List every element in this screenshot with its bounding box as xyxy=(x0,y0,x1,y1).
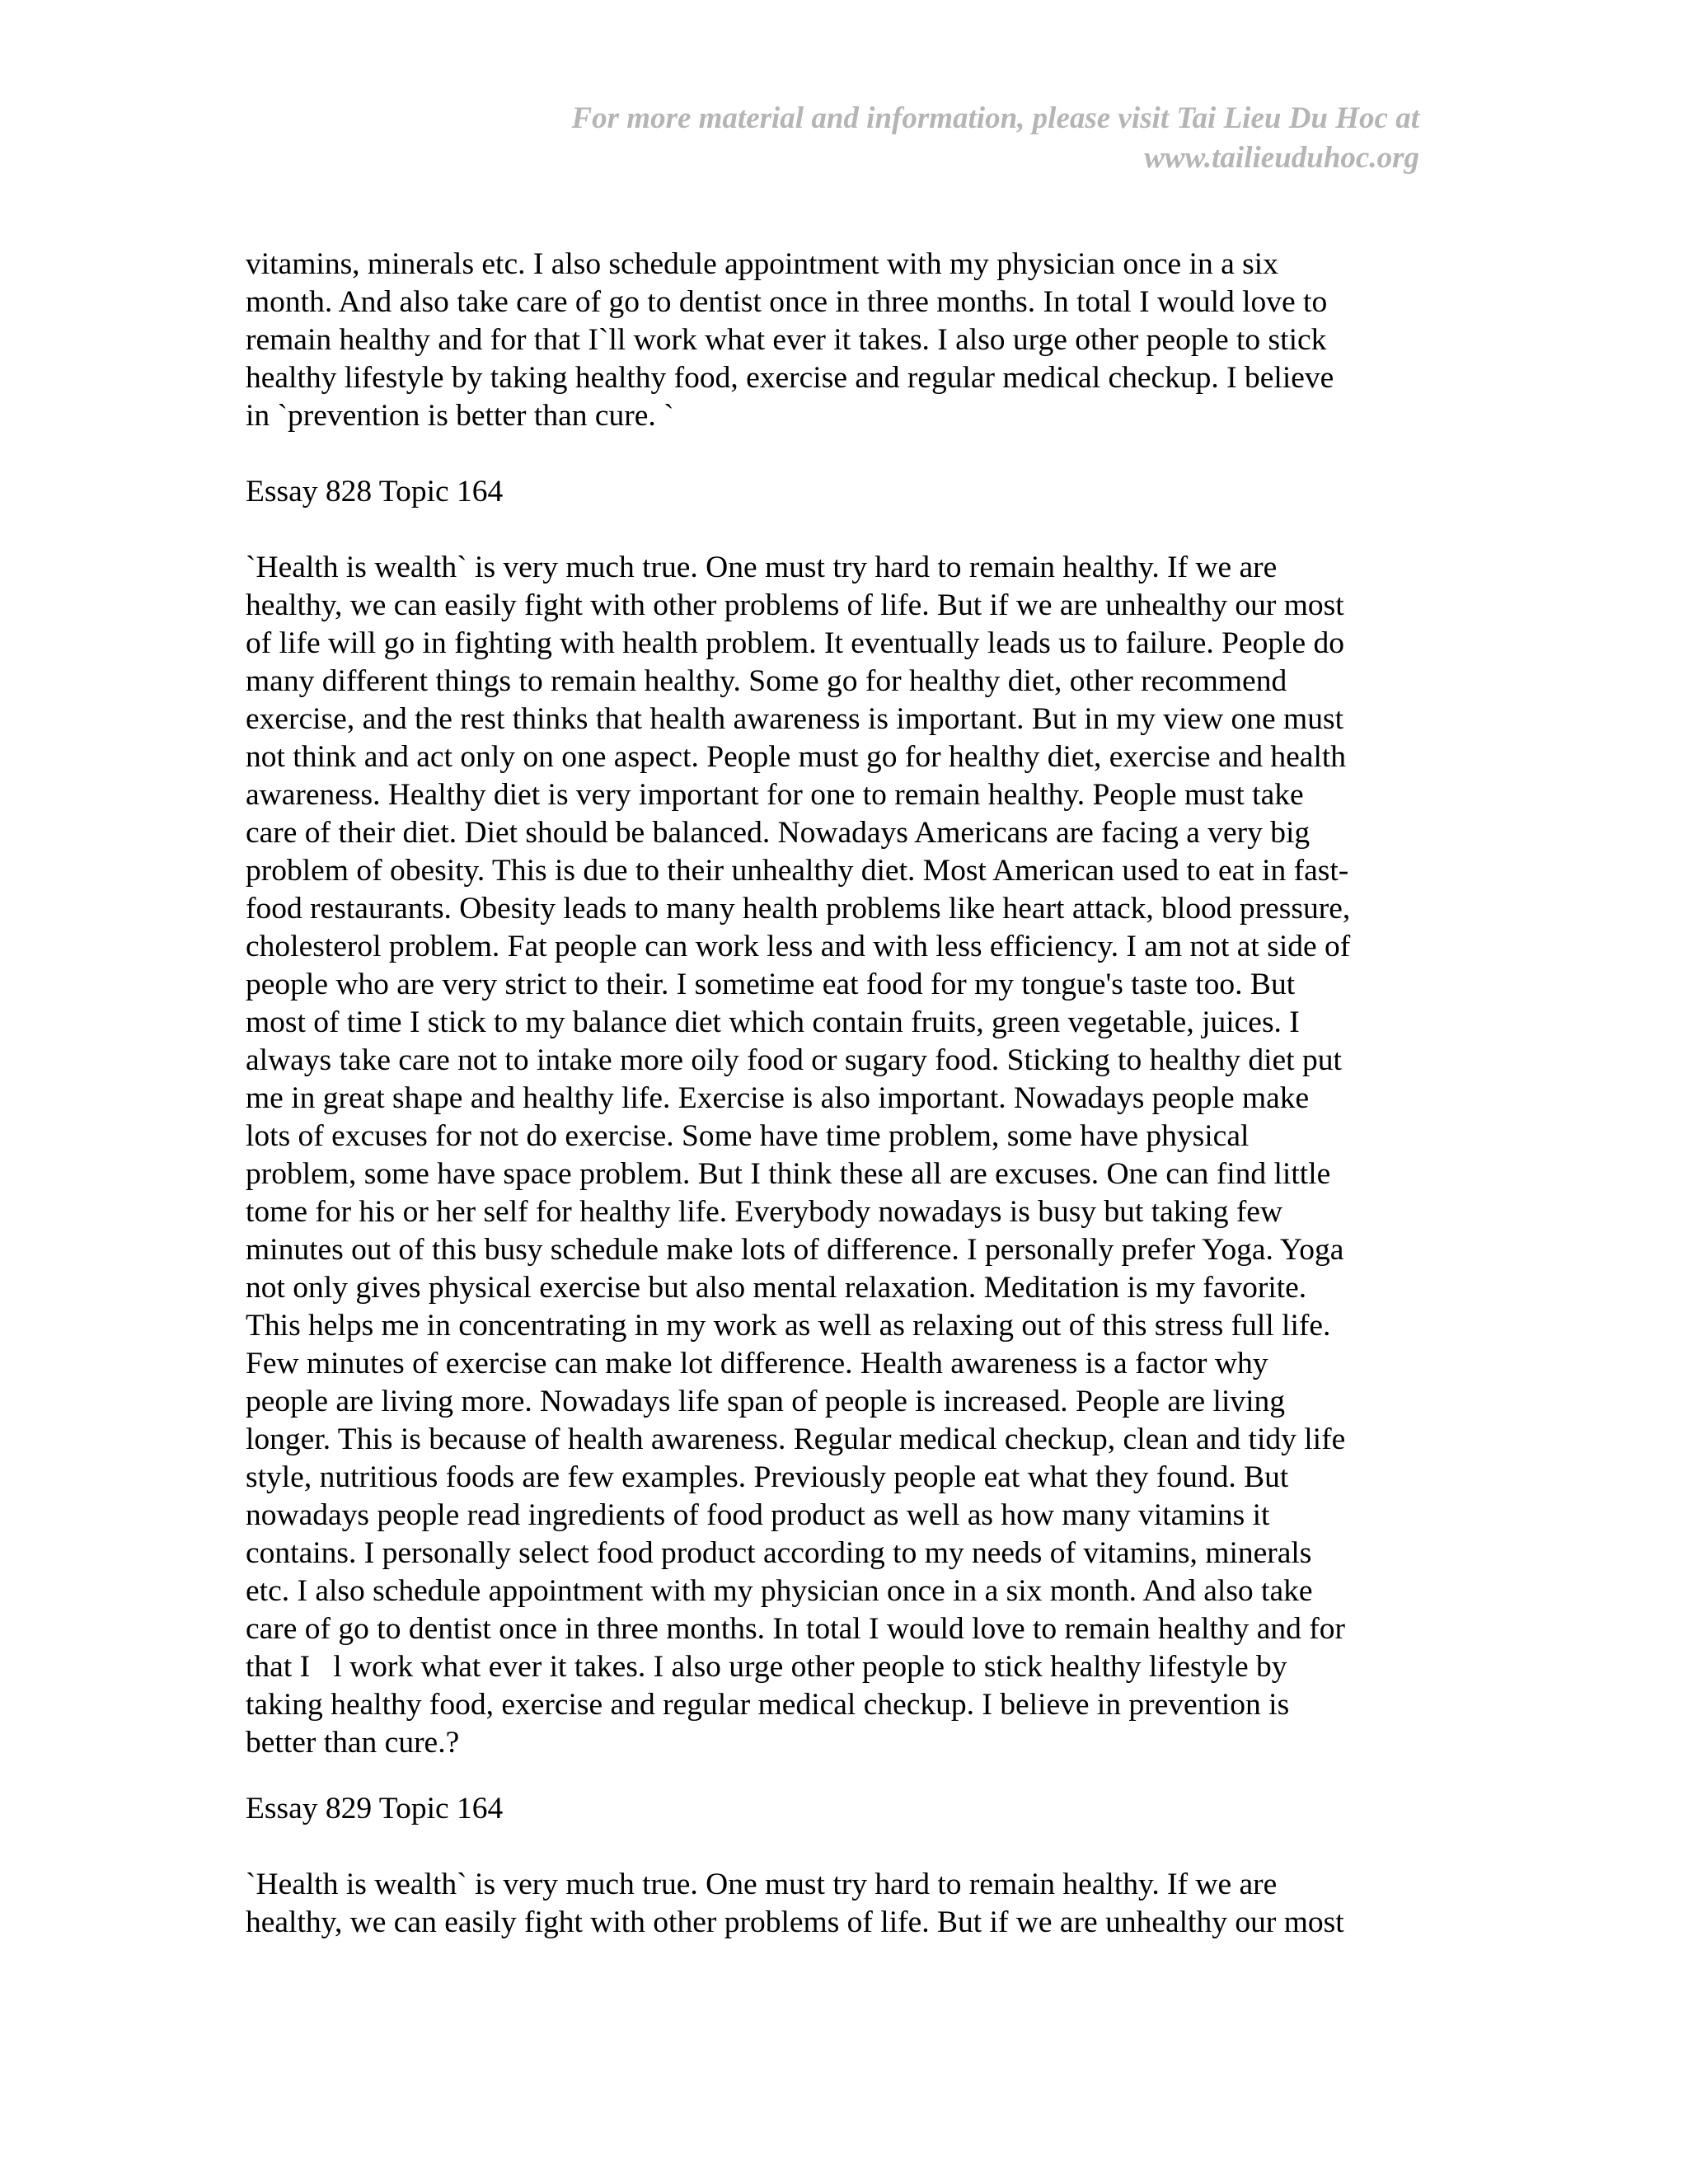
paragraph-line: care of go to dentist once in three months. In total I would love to remain healthy and for xyxy=(246,1612,1345,1646)
essay-829-body xyxy=(246,1866,1449,1942)
paragraph-line: problem of obesity. This is due to their unhealthy diet. Most American used to eat in fast- xyxy=(246,854,1349,888)
paragraph-line: me in great shape and healthy life. Exercise is also important. Nowadays people make xyxy=(246,1081,1310,1115)
paragraph-line: that I l work what ever it takes. I also urge other people to stick healthy lifestyle by xyxy=(246,1650,1287,1684)
paragraph-line: style, nutritious foods are few examples. Previously people eat what they found. But xyxy=(246,1460,1289,1494)
paragraph-line: care of their diet. Diet should be balanced. Nowadays Americans are facing a very big xyxy=(246,816,1311,850)
paragraph-line: etc. I also schedule appointment with my physician once in a six month. And also take xyxy=(246,1574,1313,1608)
paragraph-line: tome for his or her self for healthy life. Everybody nowadays is busy but taking few xyxy=(246,1195,1283,1229)
paragraph-line: taking healthy food, exercise and regular medical checkup. I believe in prevention is xyxy=(246,1688,1290,1722)
paragraph-line: This helps me in concentrating in my work as well as relaxing out of this stress full life. xyxy=(246,1309,1331,1343)
paragraph-line: healthy, we can easily fight with other problems of life. But if we are unhealthy our most xyxy=(246,588,1344,622)
paragraph-line: not only gives physical exercise but also mental relaxation. Meditation is my favorite. xyxy=(246,1271,1307,1305)
continued-paragraph xyxy=(246,246,1449,435)
paragraph-line: vitamins, minerals etc. I also schedule appointment with my physician once in a six xyxy=(246,247,1278,281)
paragraph-line: awareness. Healthy diet is very important for one to remain healthy. People must take xyxy=(246,778,1304,812)
paragraph-line: healthy, we can easily fight with other problems of life. But if we are unhealthy our most xyxy=(246,1905,1344,1939)
essay-828-heading-block xyxy=(246,473,1449,511)
paragraph-line: minutes out of this busy schedule make lots of difference. I personally prefer Yoga. Yoga xyxy=(246,1233,1344,1267)
paragraph-line: longer. This is because of health awareness. Regular medical checkup, clean and tidy life xyxy=(246,1422,1346,1456)
paragraph-line: people are living more. Nowadays life span of people is increased. People are living xyxy=(246,1385,1286,1418)
essay-828-body xyxy=(246,549,1449,1762)
essay-heading: Essay 828 Topic 164 xyxy=(246,475,504,509)
header-note xyxy=(430,99,1419,178)
paragraph-line: food restaurants. Obesity leads to many health problems like heart attack, blood pressure, xyxy=(246,892,1351,926)
header-note-line-1: For more material and information, please visit Tai Lieu Du Hoc at xyxy=(571,101,1419,135)
paragraph-line: `Health is wealth` is very much true. One must try hard to remain healthy. If we are xyxy=(246,1868,1278,1901)
paragraph-line: not think and act only on one aspect. People must go for healthy diet, exercise and health xyxy=(246,740,1347,774)
paragraph-line: `Health is wealth` is very much true. One must try hard to remain healthy. If we are xyxy=(246,551,1278,584)
paragraph-line: lots of excuses for not do exercise. Some have time problem, some have physical xyxy=(246,1119,1250,1153)
paragraph-line: month. And also take care of go to dentist once in three months. In total I would love to xyxy=(246,285,1328,319)
essay-829-heading-block xyxy=(246,1790,1449,1828)
paragraph-line: nowadays people read ingredients of food product as well as how many vitamins it xyxy=(246,1498,1270,1532)
paragraph-line: problem, some have space problem. But I think these all are excuses. One can find little xyxy=(246,1157,1331,1191)
paragraph-line: better than cure.? xyxy=(246,1726,460,1760)
paragraph-line: in `prevention is better than cure. ` xyxy=(246,399,674,433)
paragraph-line: Few minutes of exercise can make lot difference. Health awareness is a factor why xyxy=(246,1347,1268,1380)
header-note-line-2: www.tailieuduhoc.org xyxy=(1144,141,1419,175)
paragraph-line: most of time I stick to my balance diet which contain fruits, green vegetable, juices. I xyxy=(246,1005,1300,1039)
paragraph-line: exercise, and the rest thinks that health awareness is important. But in my view one must xyxy=(246,702,1343,736)
paragraph-line: many different things to remain healthy. Some go for healthy diet, other recommend xyxy=(246,664,1287,698)
paragraph-line: always take care not to intake more oily food or sugary food. Sticking to healthy diet put xyxy=(246,1043,1342,1077)
paragraph-line: cholesterol problem. Fat people can work less and with less efficiency. I am not at side of xyxy=(246,930,1351,963)
paragraph-line: contains. I personally select food product according to my needs of vitamins, minerals xyxy=(246,1536,1312,1570)
paragraph-line: people who are very strict to their. I sometime eat food for my tongue's taste too. But xyxy=(246,968,1296,1001)
paragraph-line: remain healthy and for that I`ll work what ever it takes. I also urge other people to stick xyxy=(246,323,1327,357)
paragraph-line: healthy lifestyle by taking healthy food, exercise and regular medical checkup. I believe xyxy=(246,361,1334,395)
essay-heading: Essay 829 Topic 164 xyxy=(246,1792,504,1825)
paragraph-line: of life will go in fighting with health problem. It eventually leads us to failure. People do xyxy=(246,626,1345,660)
